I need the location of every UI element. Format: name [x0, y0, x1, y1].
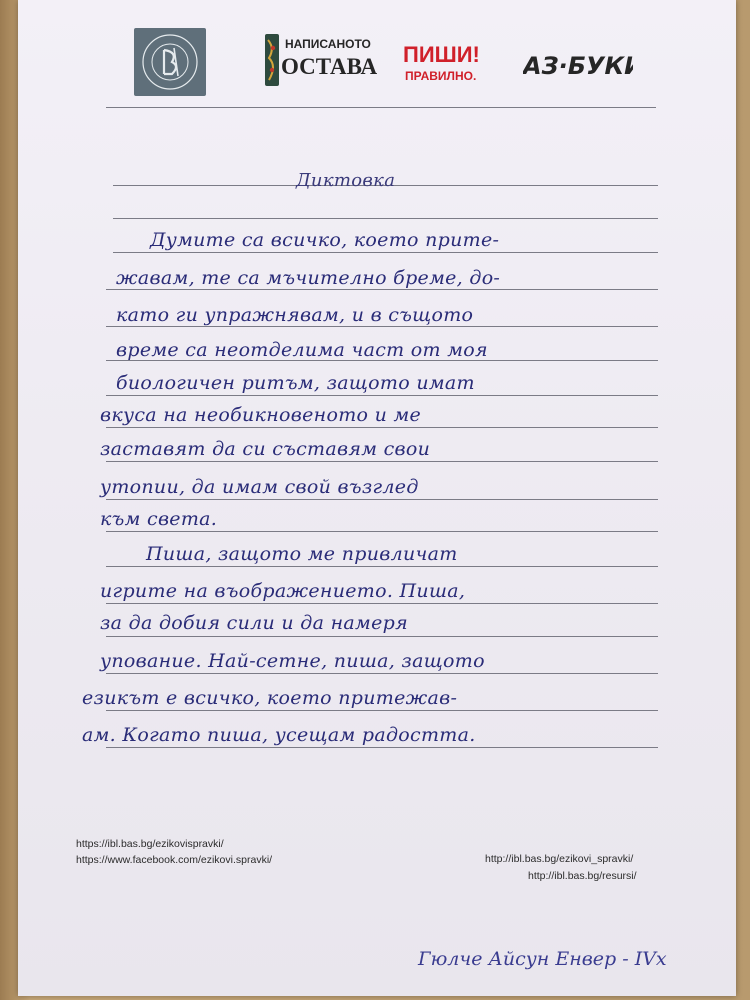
handwritten-line: езикът е всичко, което притежав-: [82, 687, 458, 709]
ruled-line: [106, 107, 656, 108]
handwritten-line: вкуса на необикновеното и ме: [100, 404, 422, 426]
footer-url[interactable]: https://ibl.bas.bg/ezikovispravki/: [76, 838, 224, 850]
ruled-line: [113, 252, 658, 253]
footer-url[interactable]: https://www.facebook.com/ezikovi.spravki/: [76, 854, 273, 866]
ruled-line: [106, 461, 658, 462]
ruled-line: [106, 531, 658, 532]
ruled-line: [106, 289, 658, 290]
azbuki-text: АЗ·БУКИ: [523, 52, 633, 80]
handwritten-line: Пиша, защото ме привличат: [146, 543, 458, 565]
handwritten-line: време са неотделима част от моя: [116, 339, 488, 361]
handwritten-line: към света.: [100, 508, 218, 530]
azbuki-logo: [523, 44, 633, 84]
ruled-line: [106, 747, 658, 748]
ruled-line: [106, 673, 658, 674]
napisanoto-ostava-icon: [263, 30, 388, 92]
student-signature: Гюлче Айсун Енвер - IVх: [418, 948, 667, 970]
ruled-line: [106, 710, 658, 711]
footer-url[interactable]: http://ibl.bas.bg/ezikovi_spravki/: [485, 853, 634, 865]
ruled-line: [106, 427, 658, 428]
ruled-line: [106, 326, 658, 327]
ibl-logo: [134, 28, 206, 96]
azbuki-icon: [523, 44, 633, 84]
handwritten-title: Диктовка: [296, 170, 396, 191]
pravilno-text: ПРАВИЛНО.: [405, 69, 477, 83]
ruled-line: [113, 218, 658, 219]
handwritten-line: за да добия сили и да намеря: [100, 612, 408, 634]
ruled-line: [106, 395, 658, 396]
handwritten-line: биологичен ритъм, защото имат: [116, 372, 475, 394]
handwritten-line: упование. Най-сетне, пиша, защото: [100, 650, 485, 672]
ostava-text: ОСТАВА: [281, 54, 378, 79]
ibl-seal-icon: [134, 28, 206, 96]
ruled-line: [106, 499, 658, 500]
napisanoto-text: НАПИСАНОТО: [285, 37, 371, 51]
handwritten-line: ам. Когато пиша, усещам радостта.: [82, 724, 476, 746]
handwritten-line: игрите на въображението. Пиша,: [100, 580, 466, 602]
handwritten-line: като ги упражнявам, и в същото: [116, 304, 474, 326]
pishi-pravilno-logo: [403, 40, 503, 88]
napisanoto-ostava-logo: [263, 30, 388, 92]
footer-url[interactable]: http://ibl.bas.bg/resursi/: [528, 870, 637, 882]
pishi-pravilno-icon: [403, 40, 503, 88]
ruled-line: [106, 603, 658, 604]
handwritten-line: Думите са всичко, което прите-: [150, 229, 500, 251]
handwritten-line: заставят да си съставям свои: [100, 438, 431, 460]
pishi-text: ПИШИ!: [403, 42, 480, 67]
ruled-line: [106, 636, 658, 637]
ruled-line: [106, 566, 658, 567]
dictation-sheet: [18, 0, 736, 996]
handwritten-line: утопии, да имам свой възглед: [100, 476, 419, 498]
handwritten-line: жавам, те са мъчително бреме, до-: [116, 267, 501, 289]
